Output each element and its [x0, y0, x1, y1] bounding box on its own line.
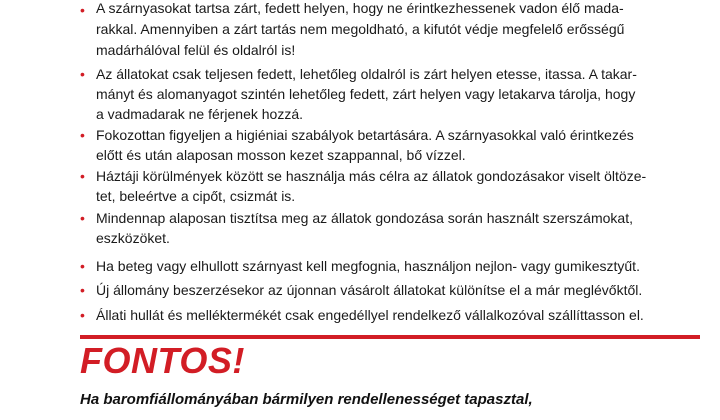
bullet-icon: • — [80, 307, 85, 323]
bullet-icon: • — [80, 282, 85, 298]
item-line: tet, beleértve a cipőt, csizmát is. — [96, 188, 296, 204]
item-line: a vadmadarak ne férjenek hozzá. — [96, 106, 304, 122]
item-line: Mindennap alaposan tisztítsa meg az állatok gondozása során használt szerszámokat, — [96, 210, 633, 226]
section-heading: FONTOS! — [80, 340, 245, 381]
item-line: Fokozottan figyeljen a higiéniai szabályok betartására. A szárnyasokkal való érintkezés — [96, 127, 634, 143]
bullet-icon: • — [80, 127, 85, 143]
bullet-icon: • — [80, 2, 85, 18]
bullet-icon: • — [80, 168, 85, 184]
item-line: Új állomány beszerzésekor az újonnan vásárolt állatokat különítse el a már meglévőktől. — [96, 282, 643, 298]
item-line: Ha beteg vagy elhullott szárnyast kell megfognia, használjon nejlon- vagy gumikesztyűt. — [96, 258, 640, 274]
item-line: Háztáji körülmények között se használja más célra az állatok gondozásakor viselt öltöze- — [96, 168, 647, 184]
item-line: eszközöket. — [96, 230, 170, 246]
bullet-icon: • — [80, 66, 85, 82]
item-line: Az állatokat csak teljesen fedett, lehetőleg oldalról is zárt helyen etesse, itassa. A takar- — [96, 66, 637, 82]
bullet-icon: • — [80, 258, 85, 274]
item-line: Állati hullát és melléktermékét csak engedéllyel rendelkező vállalkozóval szállíttasson el. — [96, 307, 644, 323]
important-notice-line: Ha baromfiállományában bármilyen rendellenességet tapasztal, — [80, 391, 533, 408]
section-divider — [80, 335, 700, 339]
item-line: madárhálóval felül és oldalról is! — [96, 42, 296, 58]
item-line: előtt és után alaposan mosson kezet szappannal, bő vízzel. — [96, 147, 466, 163]
bullet-icon: • — [80, 210, 85, 226]
item-line: rakkal. Amennyiben a zárt tartás nem megoldható, a kifutót védje megfelelő erősségű — [96, 21, 625, 37]
item-line: A szárnyasokat tartsa zárt, fedett helyen, hogy ne érintkezhessenek vadon élő mada- — [96, 0, 624, 16]
item-line: mányt és alomanyagot szintén lehetőleg fedett, zárt helyen vagy letakarva tárolja, hogy — [96, 86, 636, 102]
